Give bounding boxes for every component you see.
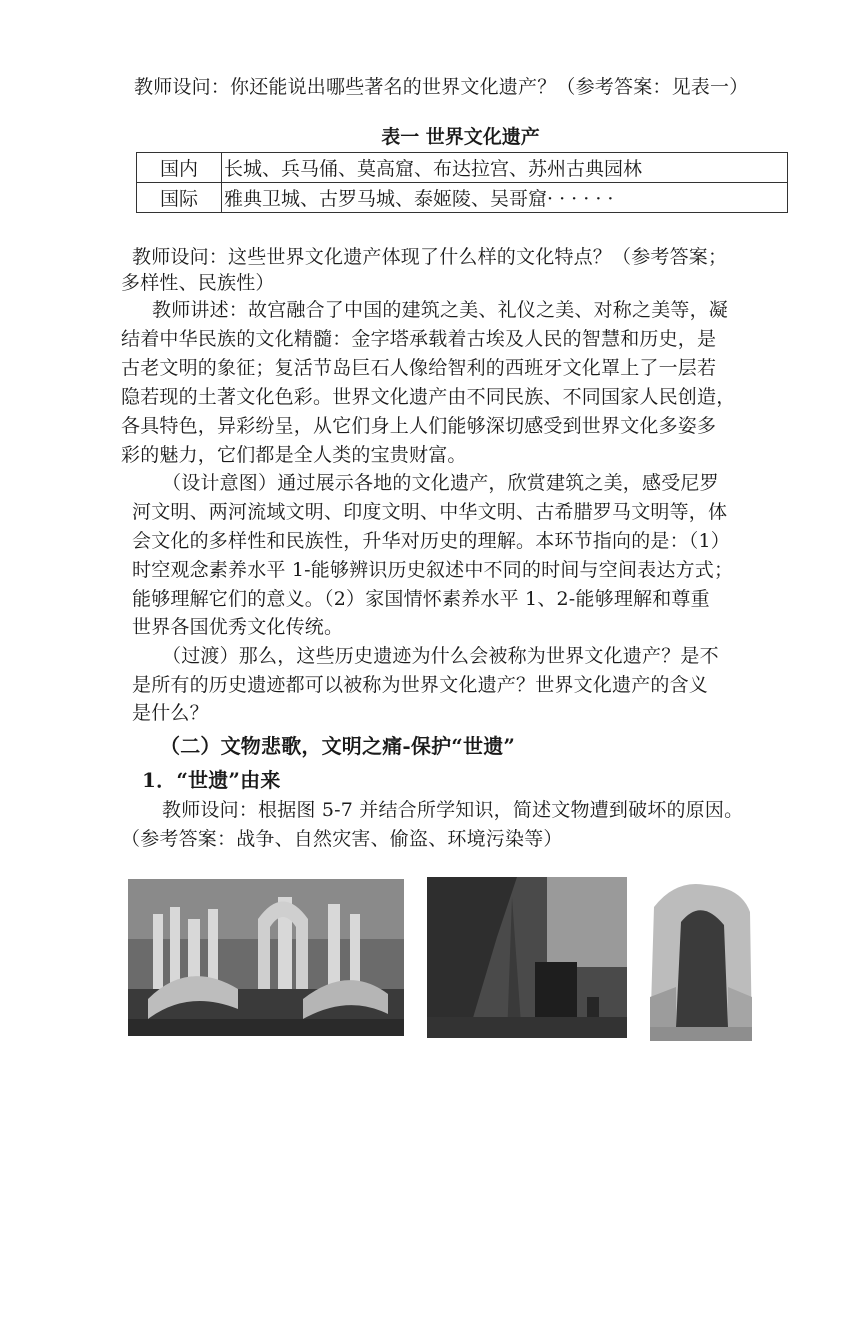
paragraph-1-line-1: 教师讲述：故宫融合了中国的建筑之美、礼仪之美、对称之美等，凝 (152, 299, 729, 321)
question-2-line-1: 教师设问：这些世界文化遗产体现了什么样的文化特点？（参考答案； (132, 246, 728, 268)
paragraph-1-line-4: 隐若现的土著文化色彩。世界文化遗产由不同民族、不同国家人民创造， (121, 386, 736, 408)
row-label-international: 国际 (137, 183, 222, 213)
paragraph-2-line-2: 河文明、两河流域文明、印度文明、中华文明、古希腊罗马文明等，体 (132, 501, 728, 523)
cliff-niche-photo (646, 877, 756, 1041)
row-content-international: 雅典卫城、古罗马城、泰姬陵、吴哥窟· · · · · · (222, 183, 788, 213)
destroyed-city-photo (427, 877, 627, 1038)
row-label-domestic: 国内 (137, 153, 222, 183)
table-row (137, 153, 788, 183)
question-2-line-2: 多样性、民族性） (121, 272, 275, 294)
paragraph-1-line-3: 古老文明的象征；复活节岛巨石人像给智利的西班牙文化罩上了一层若 (121, 357, 717, 379)
paragraph-2-line-3: 会文化的多样性和民族性，升华对历史的理解。本环节指向的是：（1） (132, 530, 730, 552)
question-3-line-1: 教师设问：根据图 5-7 并结合所学知识，简述文物遭到破坏的原因。 (162, 799, 744, 821)
paragraph-3-line-3: 是什么？ (132, 702, 209, 724)
ruins-photo (128, 879, 404, 1036)
question-3-line-2: （参考答案：战争、自然灾害、偷盗、环境污染等） (121, 828, 563, 850)
paragraph-1-line-5: 各具特色，异彩纷呈，从它们身上人们能够深切感受到世界文化多姿多 (121, 415, 717, 437)
paragraph-2-line-6: 世界各国优秀文化传统。 (132, 616, 344, 638)
table-caption: 表一 世界文化遗产 (381, 126, 540, 148)
paragraph-2-line-5: 能够理解它们的意义。（2）家国情怀素养水平 1、2-能够理解和尊重 (132, 588, 710, 610)
table-row (137, 183, 788, 213)
paragraph-2-line-1: （设计意图）通过展示各地的文化遗产，欣赏建筑之美，感受尼罗 (162, 472, 719, 494)
paragraph-1-line-2: 结着中华民族的文化精髓：金字塔承载着古埃及人民的智慧和历史，是 (121, 328, 717, 350)
paragraph-3-line-1: （过渡）那么，这些历史遗迹为什么会被称为世界文化遗产？是不 (162, 645, 719, 667)
heritage-table (136, 152, 788, 213)
paragraph-2-line-4: 时空观念素养水平 1-能够辨识历史叙述中不同的时间与空间表达方式； (132, 559, 734, 581)
question-1: 教师设问：你还能说出哪些著名的世界文化遗产？（参考答案：见表一） (134, 76, 749, 98)
section-heading: （二）文物悲歌，文明之痛-保护“世遗” (160, 734, 516, 758)
subsection-heading: 1．“世遗”由来 (142, 768, 281, 792)
paragraph-1-line-6: 彩的魅力，它们都是全人类的宝贵财富。 (121, 444, 467, 466)
row-content-domestic: 长城、兵马俑、莫高窟、布达拉宫、苏州古典园林 (222, 153, 788, 183)
paragraph-3-line-2: 是所有的历史遗迹都可以被称为世界文化遗产？世界文化遗产的含义 (132, 674, 709, 696)
